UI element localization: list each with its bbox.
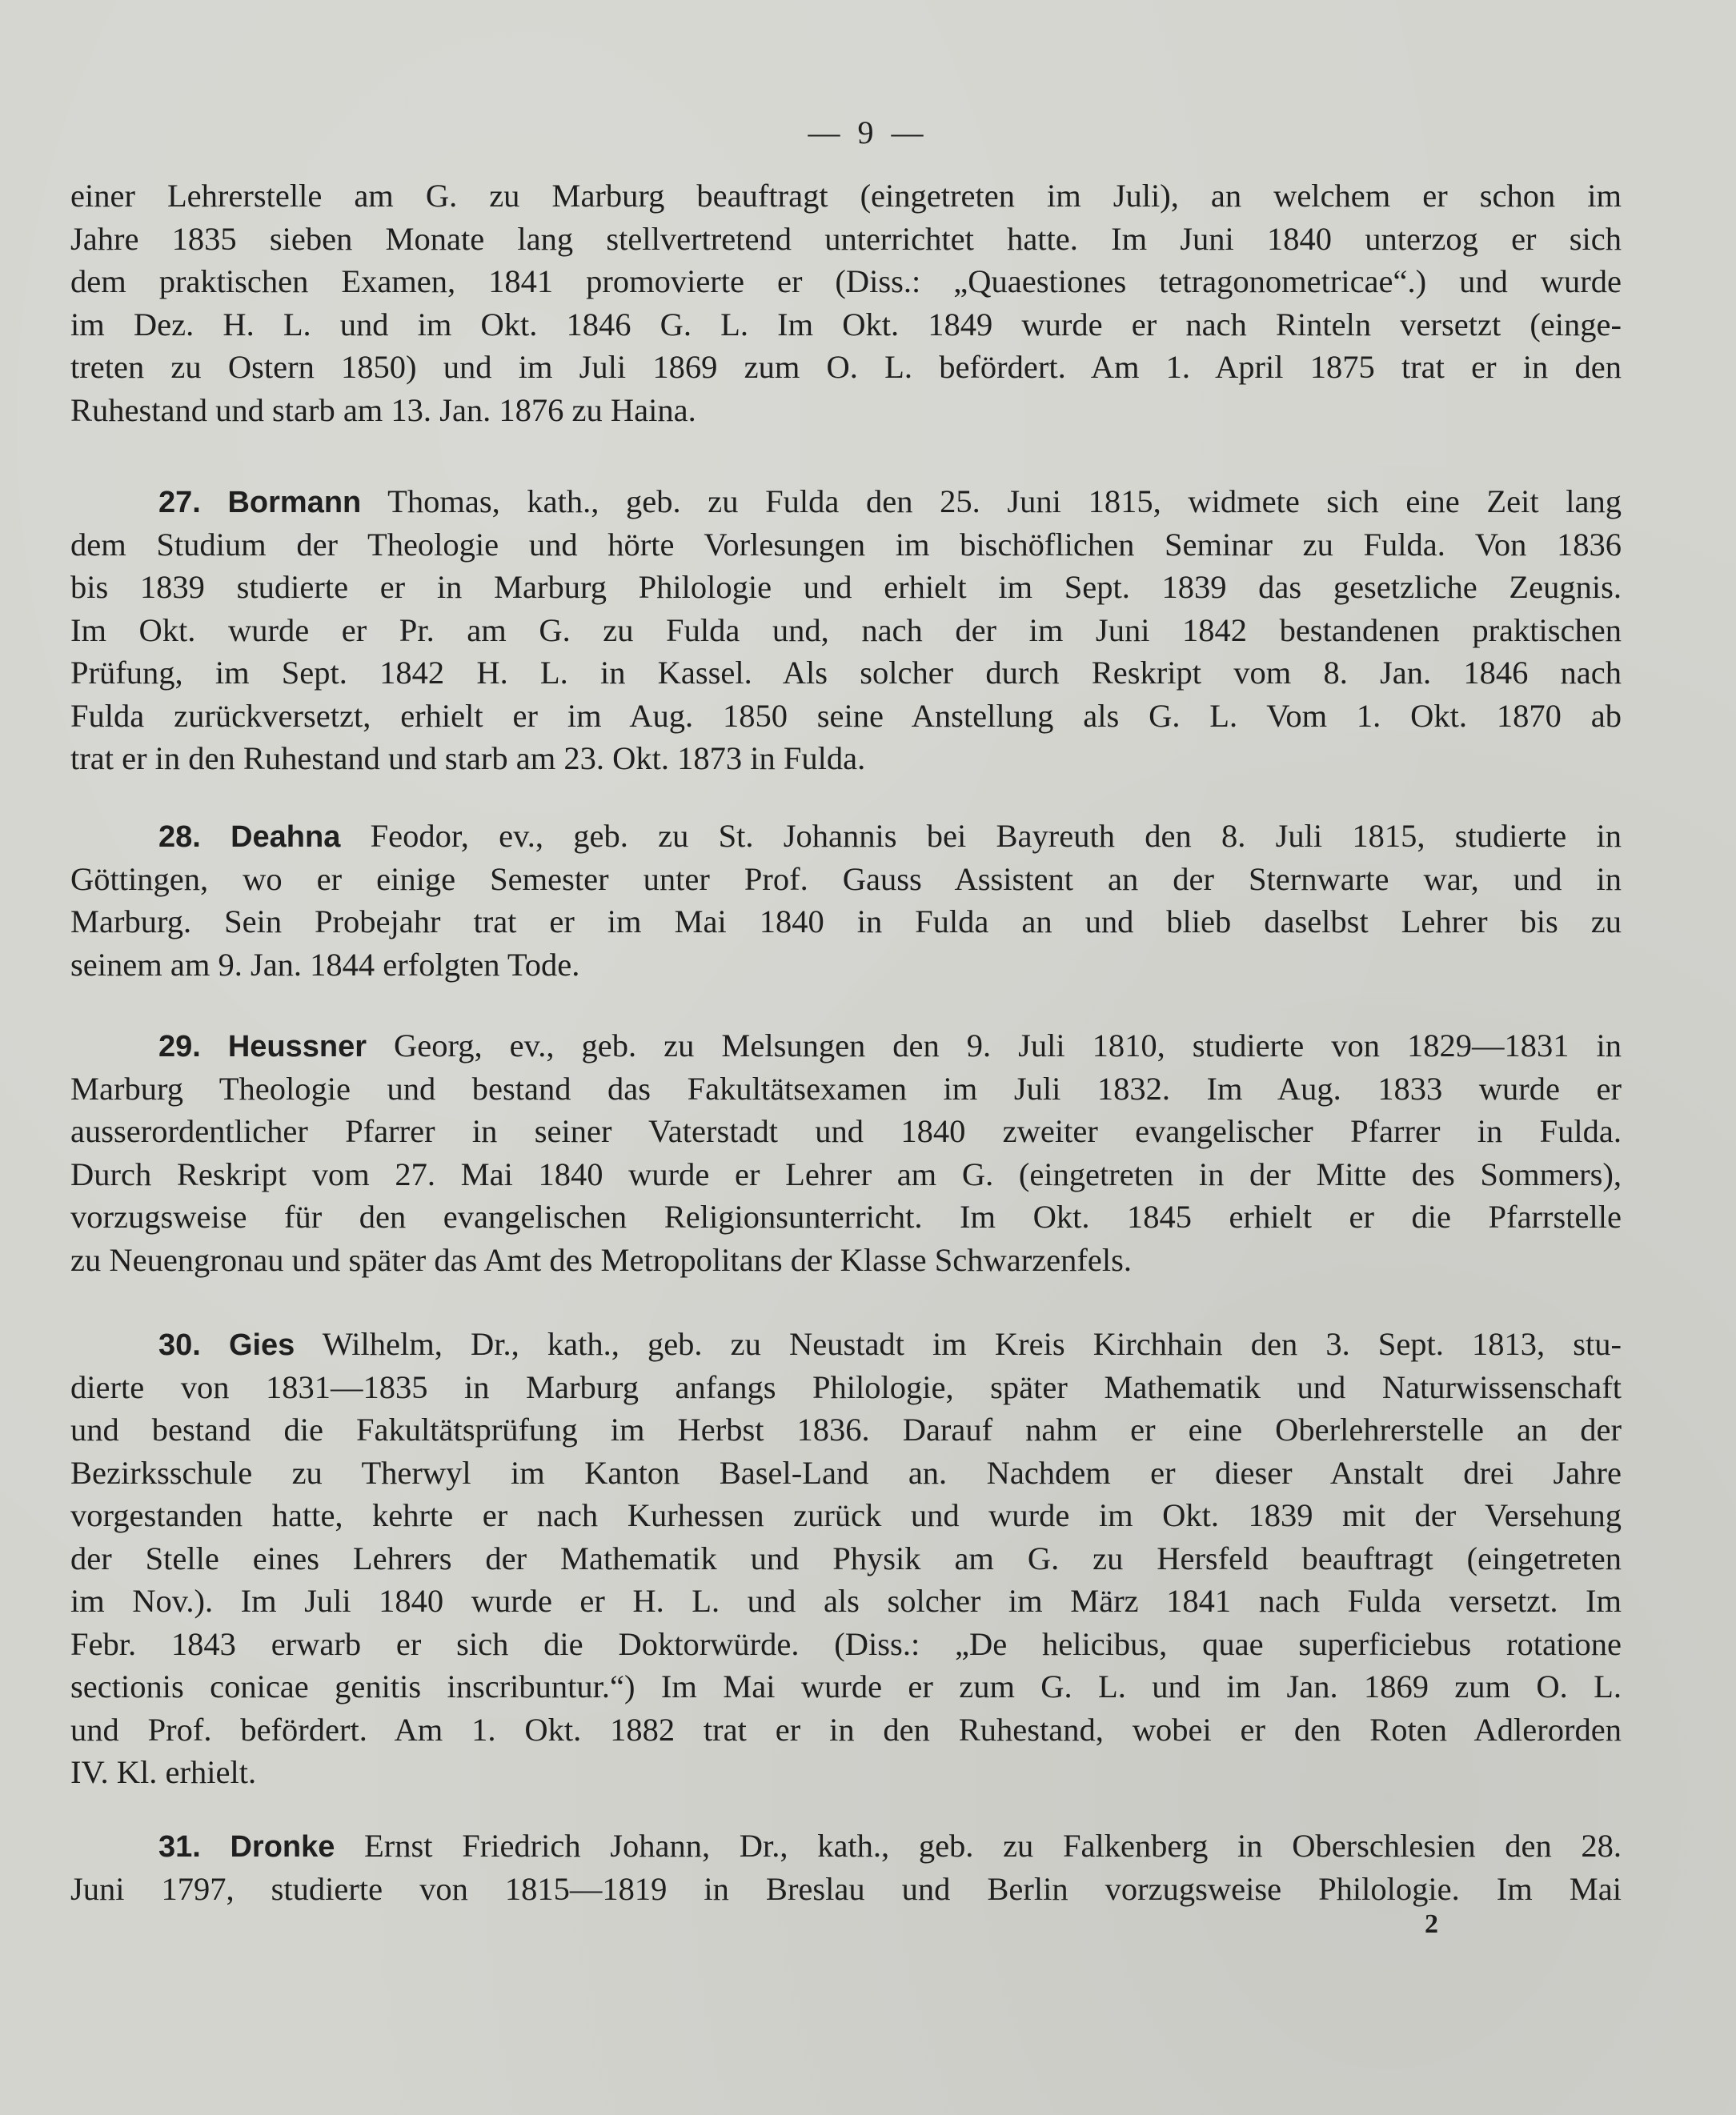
entry-name: Dronke (230, 1830, 335, 1864)
entry-number: 27. (158, 486, 201, 519)
text-line: sectionis conicae genitis inscribuntur.“) Im Mai wurde er zum G. L. und im Jan. 1869 zum O. L. (70, 1668, 1622, 1704)
continuation-paragraph (70, 174, 1622, 431)
entry-text: Georg, ev., geb. zu Melsungen den 9. Juli 1810, studierte von 1829—1831 in (367, 1027, 1622, 1064)
text-line: zu Neuengronau und später das Amt des Metropolitans der Klasse Schwarzenfels. (70, 1241, 1132, 1278)
text-line: bis 1839 studierte er in Marburg Philologie und erhielt im Sept. 1839 das gesetzliche Zeugnis. (70, 569, 1622, 605)
entry-first-line (70, 1024, 1622, 1068)
text-line: Fulda zurückversetzt, erhielt er im Aug. 1850 seine Anstellung als G. L. Vom 1. Okt. 1870 ab (70, 697, 1622, 734)
text-line: Febr. 1843 erwarb er sich die Doktorwürde. (Diss.: „De helicibus, quae superficiebus rotatione (70, 1625, 1622, 1662)
entry-text: Ernst Friedrich Johann, Dr., kath., geb. zu Falkenberg in Oberschlesien den 28. (335, 1828, 1622, 1864)
entry-first-line (70, 815, 1622, 858)
entry-29 (70, 1024, 1622, 1281)
text-line: Marburg Theologie und bestand das Fakultätsexamen im Juli 1832. Im Aug. 1833 wurde er (70, 1070, 1622, 1107)
text-line: Ruhestand und starb am 13. Jan. 1876 zu Haina. (70, 391, 696, 428)
text-line: und bestand die Fakultätsprüfung im Herbst 1836. Darauf nahm er eine Oberlehrerstelle an der (70, 1412, 1622, 1448)
page-number: — 9 — (808, 114, 928, 150)
entry-28 (70, 815, 1622, 986)
text-line: Bezirksschule zu Therwyl im Kanton Basel-Land an. Nachdem er dieser Anstalt drei Jahre (70, 1454, 1622, 1491)
text-line: Durch Reskript vom 27. Mai 1840 wurde er Lehrer am G. (eingetreten in der Mitte des Sommers), (70, 1156, 1622, 1192)
entry-text: Wilhelm, Dr., kath., geb. zu Neustadt im Kreis Kirchhain den 3. Sept. 1813, stu- (295, 1326, 1622, 1362)
text-line: Im Okt. wurde er Pr. am G. zu Fulda und, nach der im Juni 1842 bestandenen praktischen (70, 611, 1622, 648)
text-line: dem Studium der Theologie und hörte Vorlesungen im bischöflichen Seminar zu Fulda. Von 1836 (70, 526, 1622, 563)
entry-first-line (70, 1825, 1622, 1868)
entry-number: 31. (158, 1830, 201, 1864)
text-line: dem praktischen Examen, 1841 promovierte er (Diss.: „Quaestiones tetragonometricae“.) und wurde (70, 263, 1622, 299)
entry-30 (70, 1323, 1622, 1794)
text-line: und Prof. befördert. Am 1. Okt. 1882 trat er in den Ruhestand, wobei er den Roten Adlerorden (70, 1711, 1622, 1748)
entry-27 (70, 480, 1622, 780)
text-line: trat er in den Ruhestand und starb am 23. Okt. 1873 in Fulda. (70, 740, 866, 776)
text-line: dierte von 1831—1835 in Marburg anfangs Philologie, später Mathematik und Naturwissenschaft (70, 1368, 1622, 1405)
text-line: der Stelle eines Lehrers der Mathematik und Physik am G. zu Hersfeld beauftragt (eingetreten (70, 1540, 1622, 1576)
text-line: treten zu Ostern 1850) und im Juli 1869 zum O. L. befördert. Am 1. April 1875 trat er in den (70, 349, 1622, 385)
entry-number: 30. (158, 1328, 201, 1362)
entry-number: 29. (158, 1030, 201, 1064)
text-line: im Nov.). Im Juli 1840 wurde er H. L. und als solcher im März 1841 nach Fulda versetzt. Im (70, 1583, 1622, 1619)
text-line: seinem am 9. Jan. 1844 erfolgten Tode. (70, 946, 580, 983)
entry-first-line (70, 480, 1622, 523)
entry-number: 28. (158, 820, 201, 854)
text-line: einer Lehrerstelle am G. zu Marburg beauftragt (eingetreten im Juli), an welchem er schon im (70, 178, 1622, 214)
text-line: vorzugsweise für den evangelischen Religionsunterricht. Im Okt. 1845 erhielt er die Pfarrstelle (70, 1199, 1622, 1235)
text-line: Juni 1797, studierte von 1815—1819 in Breslau und Berlin vorzugsweise Philologie. Im Mai (70, 1870, 1622, 1907)
entry-name: Heussner (227, 1030, 367, 1064)
entry-text: Feodor, ev., geb. zu St. Johannis bei Bayreuth den 8. Juli 1815, studierte in (340, 818, 1622, 854)
text-line: Marburg. Sein Probejahr trat er im Mai 1840 in Fulda an und blieb daselbst Lehrer bis zu (70, 903, 1622, 939)
entry-31 (70, 1825, 1622, 1910)
text-line: Jahre 1835 sieben Monate lang stellvertretend unterrichtet hatte. Im Juni 1840 unterzog er sich (70, 220, 1622, 257)
signature-mark: 2 (1425, 1909, 1438, 1939)
entry-name: Bormann (227, 486, 362, 519)
entry-name: Gies (228, 1328, 295, 1362)
text-line: Göttingen, wo er einige Semester unter Prof. Gauss Assistent an der Sternwarte war, und in (70, 860, 1622, 897)
text-line: vorgestanden hatte, kehrte er nach Kurhessen zurück und wurde im Okt. 1839 mit der Versehung (70, 1497, 1622, 1533)
text-line: ausserordentlicher Pfarrer in seiner Vaterstadt und 1840 zweiter evangelischer Pfarrer in Fulda. (70, 1113, 1622, 1149)
text-line: Prüfung, im Sept. 1842 H. L. in Kassel. Als solcher durch Reskript vom 8. Jan. 1846 nach (70, 655, 1622, 691)
text-line: im Dez. H. L. und im Okt. 1846 G. L. Im Okt. 1849 wurde er nach Rinteln versetzt (einge- (70, 306, 1622, 342)
text-line: IV. Kl. erhielt. (70, 1754, 257, 1790)
entry-name: Deahna (231, 820, 341, 854)
entry-first-line (70, 1323, 1622, 1366)
entry-text: Thomas, kath., geb. zu Fulda den 25. Juni 1815, widmete sich eine Zeit lang (361, 483, 1622, 519)
